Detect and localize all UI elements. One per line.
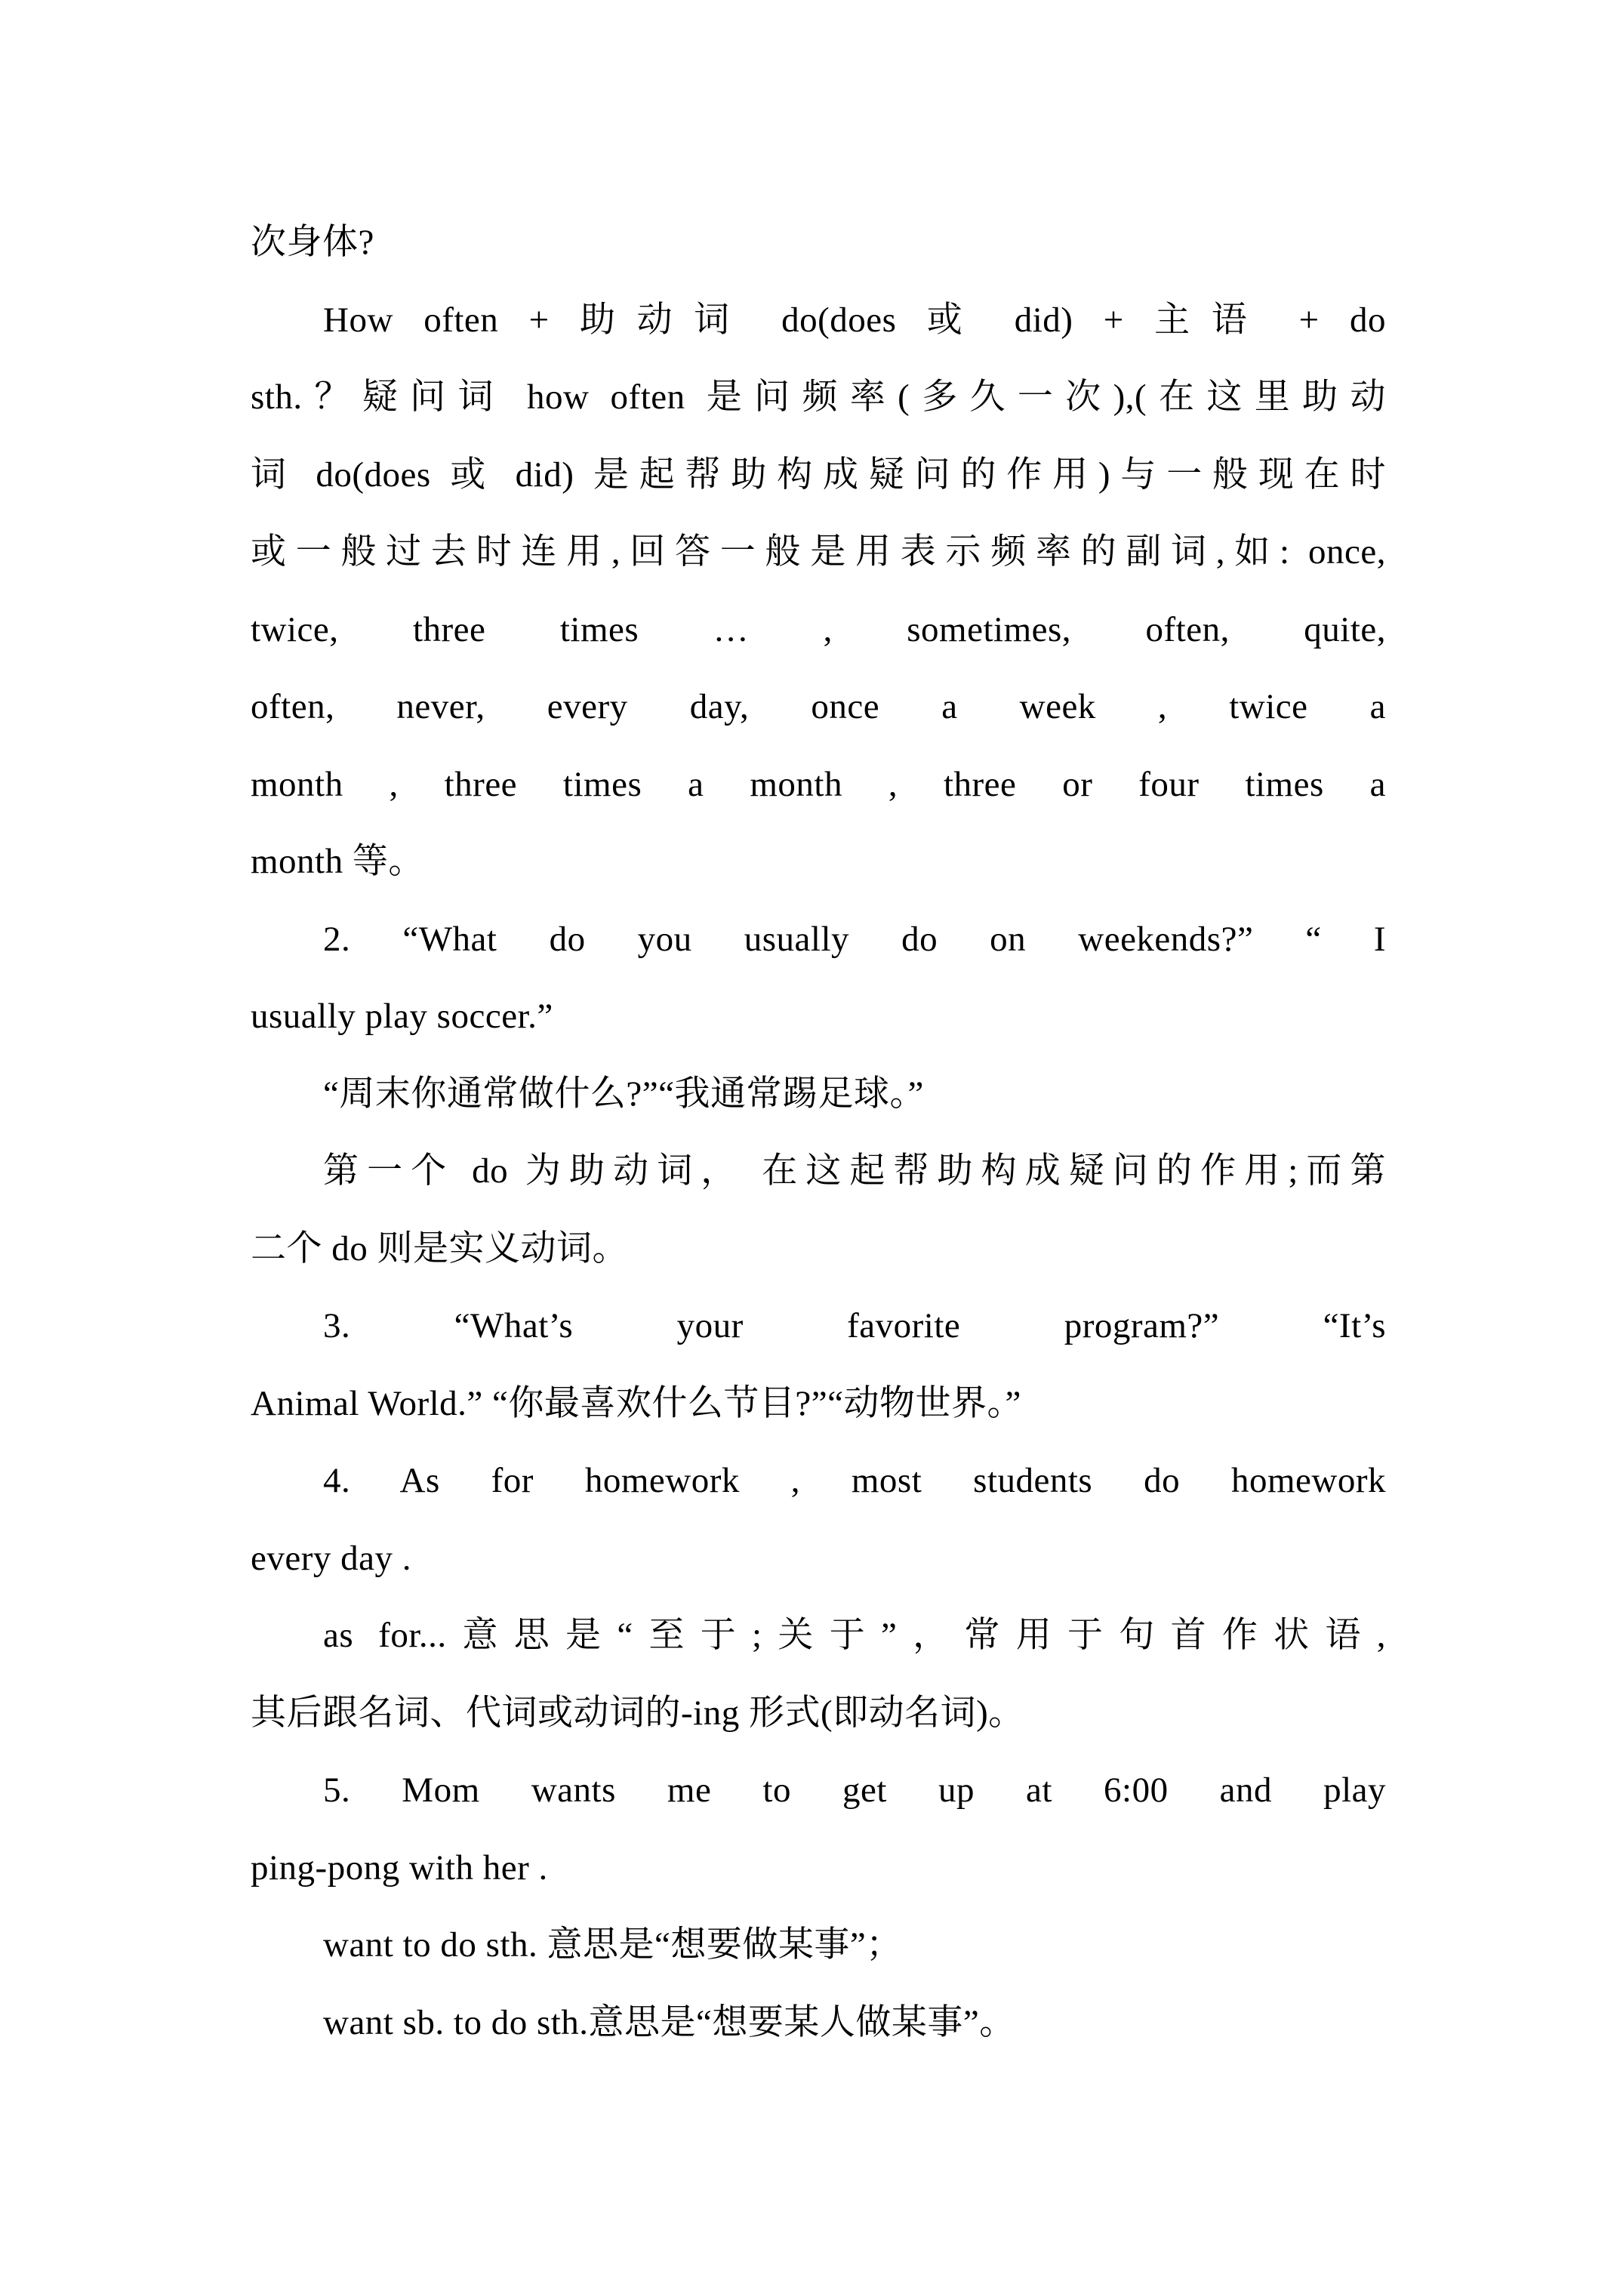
text-line: “周末你通常做什么?”“我通常踢足球。” [323, 1074, 924, 1114]
text-line: every day . [251, 1538, 411, 1578]
text-line: 2. “What do you usually do on weekends?” “ I [323, 919, 1386, 959]
text-line: 5. Mom wants me to get up at 6:00 and play [323, 1771, 1386, 1810]
text-line: want to do sth. 意思是“想要做某事”； [323, 1925, 902, 1965]
text-line: month , three times a month , three or four times a [251, 764, 1386, 804]
text-line: sth.？疑问词 how often 是问频率(多久一次),(在这里助动 [251, 378, 1386, 417]
text-line: 次身体? [251, 223, 374, 262]
text-line: want sb. to do sth.意思是“想要某人做某事”。 [323, 2002, 1015, 2042]
text-line: 或一般过去时连用,回答一般是用表示频率的副词,如: once, [251, 532, 1386, 572]
text-line: ping-pong with her . [251, 1848, 548, 1888]
text-line: 二个 do 则是实义动词。 [251, 1228, 628, 1268]
text-line: 第一个 do 为助动词， 在这起帮助构成疑问的作用;而第 [323, 1151, 1386, 1191]
text-line: Animal World.” “你最喜欢什么节目?”“动物世界。” [251, 1383, 1021, 1423]
text-line: twice, three times … , sometimes, often, quite, [251, 609, 1386, 649]
text-line: usually play soccer.” [251, 997, 553, 1036]
text-line: 4. As for homework , most students do homework [323, 1461, 1386, 1500]
text-line: as for...意思是“至于;关于”，常用于句首作状语, [323, 1616, 1386, 1655]
text-line: month 等。 [251, 842, 424, 881]
text-line: 词 do(does 或 did) 是起帮助构成疑问的作用)与一般现在时 [251, 455, 1386, 495]
text-line: often, never, every day, once a week , twice a [251, 687, 1386, 726]
text-line: 3. “What’s your favorite program?” “It’s [323, 1306, 1386, 1345]
text-line: 其后跟名词、代词或动词的-ing 形式(即动名词)。 [251, 1693, 1024, 1733]
text-line: How often + 助动词 do(does 或 did) + 主语 + do [323, 300, 1386, 340]
document-body [251, 204, 1386, 2061]
